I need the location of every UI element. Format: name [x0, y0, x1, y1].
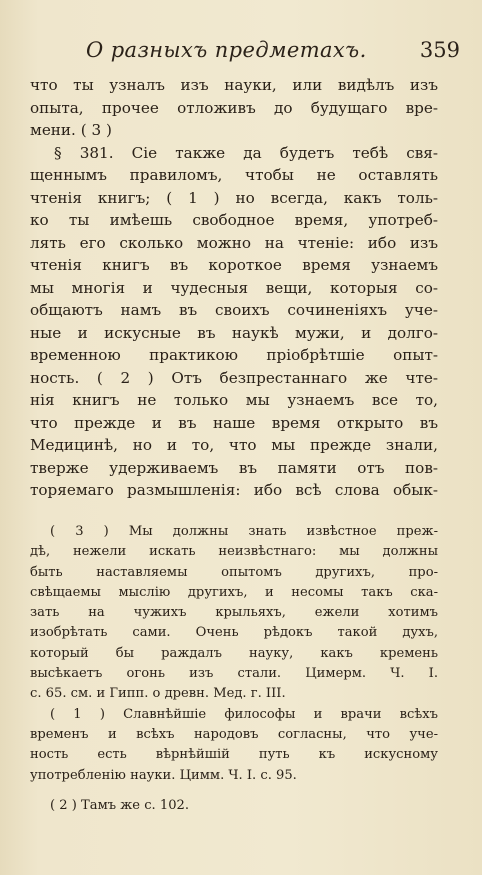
footnote-line: ( 3 ) Мы должны знать извѣстное преж- — [50, 524, 438, 539]
footnote-line: ( 1 ) Славнѣйшіе философы и врачи всѣхъ — [50, 706, 438, 722]
footnote-line: высѣкаетъ огонь изъ стали. Цимерм. Ч. I. — [30, 666, 438, 682]
text-line: тверже удерживаемъ въ памяти отъ пов- — [30, 458, 438, 477]
footnotes — [30, 522, 438, 816]
text-line: нія книгъ не только мы узнаемъ все то, — [30, 391, 438, 409]
footnote-line: ность есть вѣрнѣйшій путь къ искусному — [30, 747, 438, 763]
footnote-line: временъ и всѣхъ народовъ согласны, что уче- — [30, 726, 438, 742]
footnote-line: ( 2 ) Тамъ же с. 102. — [50, 797, 190, 813]
main-text — [30, 74, 438, 502]
footnote-line: свѣщаемы мыслію другихъ, и несомы такъ ска- — [30, 584, 438, 600]
text-line: общаютъ намъ въ своихъ сочиненіяхъ уче- — [30, 301, 438, 319]
footnote-line: употребленію науки. Цимм. Ч. I. с. 95. — [30, 767, 297, 783]
header-title: О разныхъ предметахъ. — [86, 38, 367, 62]
footnote-line: изобрѣтать сами. Очень рѣдокъ такой духъ, — [30, 625, 438, 641]
text-line: мени. ( 3 ) — [30, 121, 112, 139]
text-line: чтенія книгъ въ короткое время узнаемъ — [30, 256, 438, 274]
running-header — [30, 38, 460, 72]
text-line: что ты узналъ изъ науки, или видѣлъ изъ — [30, 76, 438, 94]
footnote-line: с. 65. см. и Гипп. о древн. Мед. г. III. — [30, 686, 286, 702]
text-line: опыта, прочее отложивъ до будущаго вре- — [30, 98, 438, 117]
text-line: Медицинѣ, но и то, что мы прежде знали, — [30, 436, 438, 454]
text-line: торяемаго размышленія: ибо всѣ слова обык- — [30, 481, 438, 499]
text-line: что прежде и въ наше время открыто въ — [30, 413, 438, 432]
page-number: 359 — [419, 38, 460, 62]
footnote-3 — [30, 522, 438, 705]
text-line: лять его сколько можно на чтеніе: ибо изъ — [30, 233, 438, 252]
footnote-line: который бы раждалъ науку, какъ кремень — [30, 645, 438, 661]
footnote-line: дѣ, нежели искать неизвѣстнаго: мы должны — [30, 544, 438, 560]
footnote-1 — [30, 705, 438, 786]
text-line: мы многія и чудесныя вещи, которыя со- — [30, 278, 438, 297]
footnote-line: быть наставляемы опытомъ другихъ, про- — [30, 564, 438, 580]
footnote-gap — [30, 786, 438, 796]
footnote-divider — [42, 513, 438, 514]
text-line: ность. ( 2 ) Отъ безпрестаннаго же чте- — [30, 368, 438, 387]
text-line: ные и искусные въ наукѣ мужи, и долго- — [30, 323, 438, 342]
text-line: чтенія книгъ; ( 1 ) но всегда, какъ толь- — [30, 188, 438, 207]
text-line: щеннымъ правиломъ, чтобы не оставлять — [30, 166, 438, 184]
text-line: временною практикою пріобрѣтшіе опыт- — [30, 346, 438, 364]
footnote-2 — [30, 796, 438, 816]
text-line: § 381. Сіе также да будетъ тебѣ свя- — [54, 143, 438, 162]
text-line: ко ты имѣешь свободное время, употреб- — [30, 211, 438, 229]
footnote-line: зать на чужихъ крыльяхъ, ежели хотимъ — [30, 605, 438, 621]
